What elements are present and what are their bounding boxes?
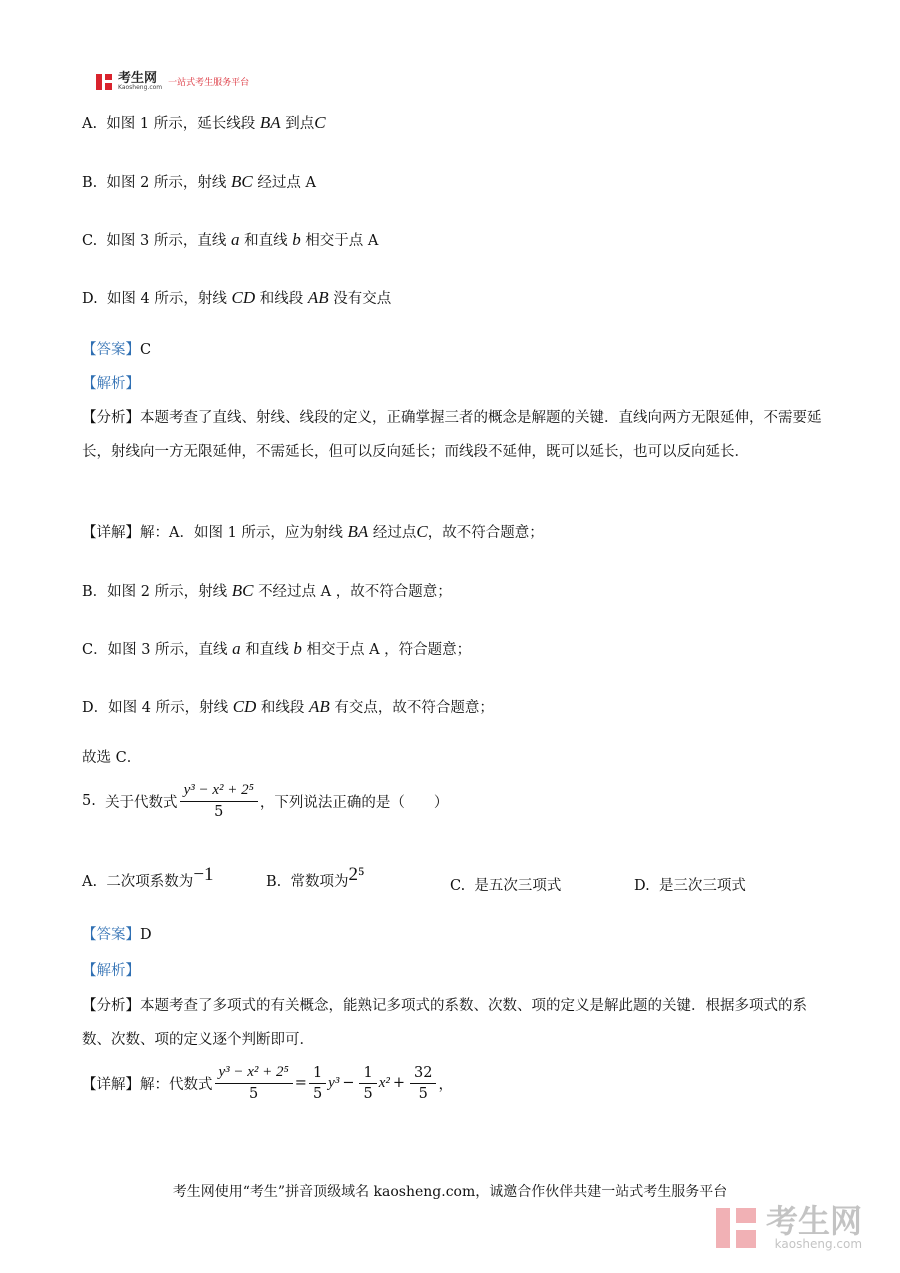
q4-analysis-tag: 【解析】: [82, 376, 140, 392]
q5-term2-coef: $\frac{1}{5}$: [359, 1065, 376, 1102]
watermark-url: kaosheng.com: [774, 1237, 863, 1251]
q4-detail-b: B．如图 2 所示，射线 BC 不经过点 A ，故不符合题意；: [82, 581, 452, 600]
q4-detail-d: D．如图 4 所示，射线 CD 和线段 AB 有交点，故不符合题意；: [82, 697, 494, 716]
logo-name: 考生网: [118, 71, 158, 86]
logo-url: Kaosheng.com: [118, 84, 163, 91]
site-logo: [96, 72, 249, 91]
q4-option-c: C. 如图 3 所示，直线 a 和直线 b 相交于点 A: [82, 230, 379, 249]
q4-option-b: B. 如图 2 所示，射线 BC 经过点 A: [82, 172, 316, 191]
q5-term3: $\frac{32}{5}$: [410, 1065, 436, 1102]
q4-fenxi: 【分析】本题考查了直线、射线、线段的定义，正确掌握三者的概念是解题的关键．直线向两方无限延伸，不需要延长，射线向一方无限延伸，不需延长，但可以反向延长；而线段不延伸，既可以延长，也可以反向延长．: [82, 410, 822, 460]
q4-option-a: A. 如图 1 所示，延长线段 BA 到点C: [82, 113, 326, 132]
q5-detail: 【详解】 解：代数式 $\frac{\text{y³ − x² + 2⁵}}{5}$ = $\frac{1}{5}$ y³ − $\frac{1}{5}$ x² + $\frac{32}{5}$ ，: [82, 1064, 453, 1102]
logo-mark-icon: [96, 74, 112, 90]
q5-expression: $\frac{\text{y³ − x² + 2⁵}}{5}$: [180, 782, 258, 820]
q5-option-d: D. 是三次三项式: [634, 878, 746, 894]
q5-detail-lhs: $\frac{\text{y³ − x² + 2⁵}}{5}$: [215, 1064, 293, 1102]
q5-option-a: A. 二次项系数为−1: [82, 864, 214, 890]
q5-answer: 【答案】D: [82, 927, 152, 943]
q4-option-d: D. 如图 4 所示，射线 CD 和线段 AB 没有交点: [82, 288, 392, 307]
q4-detail-c: C．如图 3 所示，直线 a 和直线 b 相交于点 A ，符合题意；: [82, 639, 472, 658]
q5-analysis-tag: 【解析】: [82, 963, 140, 979]
q4-answer: 【答案】C: [82, 342, 152, 358]
q4-conclusion: 故选 C．: [82, 750, 142, 766]
answer-tag: 【答案】: [82, 927, 140, 943]
q5-fenxi: 【分析】本题考查了多项式的有关概念，能熟记多项式的系数、次数、项的定义是解此题的关键．根据多项式的系数、次数、项的定义逐个判断即可．: [82, 998, 807, 1048]
q4-detail-a: 【详解】解：A．如图 1 所示，应为射线 BA 经过点C，故不符合题意；: [82, 522, 544, 541]
answer-tag: 【答案】: [82, 342, 140, 358]
q5-option-c: C. 是五次三项式: [450, 878, 562, 894]
q5-term1-coef: $\frac{1}{5}$: [309, 1065, 326, 1102]
logo-slogan: 一站式考生服务平台: [168, 78, 250, 88]
watermark-logo-icon: [716, 1208, 756, 1248]
q5-stem: 5. 关于代数式 $\frac{\text{y³ − x² + 2⁵}}{5}$ ，下列说法正确的是（ ）: [82, 782, 449, 820]
watermark: [716, 1202, 863, 1251]
q5-option-b: B. 常数项为2⁵: [266, 864, 365, 890]
page-footer: 考生网使用“考生”拼音顶级域名 kaosheng.com，诚邀合作伙伴共建一站式考生服务平台: [172, 1184, 728, 1200]
watermark-name: 考生网: [766, 1202, 863, 1240]
